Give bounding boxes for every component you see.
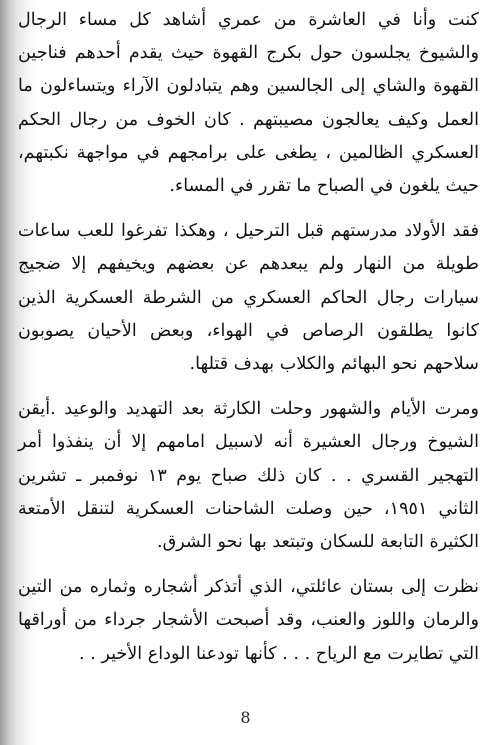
- paragraph-1: كنت وأنا في العاشرة من عمري أشاهد كل مساء الرجال والشيوخ يجلسون حول بكرج القهوة حيث يقدم أحدهم فناجين القهوة والشاي إلى الجالسين وهم يتبادلون الآراء ويتساءلون ما العمل وكيف يعالجون مصيبتهم . كان الخوف من رجال الحكم العسكري الظالمين ، يطغى على برامجهم في مواجهة نكبتهم، حيث يلغون في الصباح ما تقرر في المساء.: [18, 10, 479, 197]
- paragraph-4: نظرت إلى بستان عائلتي، الذي أتذكر أشجاره وثماره من التين والرمان واللوز والعنب، وقد أصبحت الأشجار جرداء من أوراقها التي تطايرت مع الرياح . . . كأنها تودعنا الوداع الأخير . .: [18, 577, 479, 664]
- page-text-body: [18, 4, 479, 671]
- paragraph-2: فقد الأولاد مدرستهم قبل الترحيل ، وهكذا تفرغوا للعب ساعات طويلة من النهار ولم يبعدهم عن بعضهم ويخيفهم إلا ضجيج سيارات رجال الحاكم العسكري من الشرطة العسكرية الذين كانوا يطلقون الرصاص في الهواء، وبعض الأحيان يصوبون سلاحهم نحو البهائم والكلاب بهدف قتلها.: [18, 221, 479, 375]
- paragraph-3: ومرت الأيام والشهور وحلت الكارثة بعد التهديد والوعيد .أيقن الشيوخ ورجال العشيرة أنه لاسبيل امامهم إلا أن ينفذوا أمر التهجير القسري . . كان ذلك صباح يوم ١٣ نوفمبر ـ تشرين الثاني ١٩٥١، حين وصلت الشاحنات العسكرية لتنقل الأمتعة الكثيرة التابعة للسكان وتبتعد بها نحو الشرق.: [18, 399, 479, 553]
- page-number: 8: [240, 708, 251, 727]
